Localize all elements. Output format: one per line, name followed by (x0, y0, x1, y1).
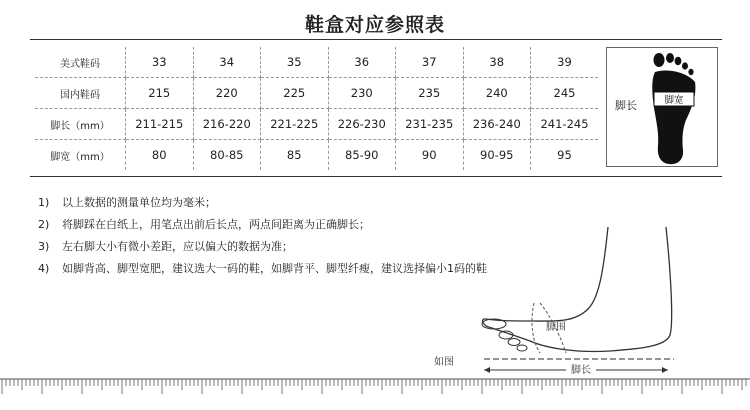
table-cell: 37 (396, 47, 464, 78)
table-cell: 85-90 (328, 140, 396, 171)
section-divider (30, 176, 722, 177)
table-cell: 34 (193, 47, 261, 78)
list-item (38, 236, 487, 258)
table-cell: 38 (463, 47, 531, 78)
row-label-us-size: 美式鞋码 (35, 47, 126, 78)
list-item (38, 214, 487, 236)
table-cell: 35 (261, 47, 329, 78)
page-title: 鞋盒对应参照表 (304, 14, 445, 36)
girth-label: 脚围 (546, 322, 566, 333)
notes-list (38, 192, 487, 280)
table-cell: 80-85 (193, 140, 261, 171)
table-cell: 90 (396, 140, 464, 171)
table-row (35, 109, 598, 140)
foot-diagram (606, 47, 718, 167)
note-text: 左右脚大小有微小差距，应以偏大的数据为准； (62, 240, 293, 253)
foot-measure-illustration (434, 225, 710, 376)
table-cell: 236-240 (463, 109, 531, 140)
table-cell: 221-225 (261, 109, 329, 140)
length-label: 脚长 (571, 365, 591, 376)
table-cell: 226-230 (328, 109, 396, 140)
foot-length-label: 脚长 (615, 99, 637, 112)
table-cell: 235 (396, 78, 464, 109)
table-cell: 245 (531, 78, 599, 109)
table-cell: 231-235 (396, 109, 464, 140)
note-text: 以上数据的测量单位均为毫米； (62, 196, 216, 209)
note-number: 1) (38, 196, 50, 209)
table-row (35, 140, 598, 171)
table-cell: 230 (328, 78, 396, 109)
table-cell: 240 (463, 78, 531, 109)
table-cell: 95 (557, 148, 572, 162)
note-text: 如脚背高、脚型宽肥，建议选大一码的鞋，如脚背平、脚型纤瘦，建议选择偏小1码的鞋 (62, 262, 487, 275)
size-chart-table (35, 47, 598, 170)
example-label: 如图 (434, 357, 454, 368)
table-cell: 225 (261, 78, 329, 109)
note-number: 2) (38, 218, 50, 231)
table-cell: 211-215 (126, 109, 194, 140)
foot-width-label: 脚宽 (664, 95, 684, 106)
table-cell: 90-95 (463, 140, 531, 171)
table-cell: 220 (193, 78, 261, 109)
note-number: 3) (38, 240, 50, 253)
table-cell: 85 (261, 140, 329, 171)
row-label-foot-width: 脚宽（mm） (35, 140, 126, 171)
table-cell: 39 (531, 47, 599, 78)
footprint-icon (645, 50, 717, 166)
table-row (35, 78, 598, 109)
table-cell: 216-220 (193, 109, 261, 140)
note-text: 将脚踩在白纸上，用笔点出前后长点，两点间距离为正确脚长； (62, 218, 370, 231)
table-cell: 215 (126, 78, 194, 109)
table-cell: 33 (126, 47, 194, 78)
table-cell: 36 (328, 47, 396, 78)
table-row (35, 47, 598, 78)
ruler (0, 378, 750, 398)
row-label-foot-length: 脚长（mm） (35, 109, 126, 140)
table-cell: 80 (126, 140, 194, 171)
list-item (38, 192, 487, 214)
list-item (38, 258, 487, 280)
top-divider (30, 39, 722, 40)
row-label-cn-size: 国内鞋码 (35, 78, 126, 109)
table-cell: 241-245 (531, 109, 599, 140)
note-number: 4) (38, 262, 50, 275)
